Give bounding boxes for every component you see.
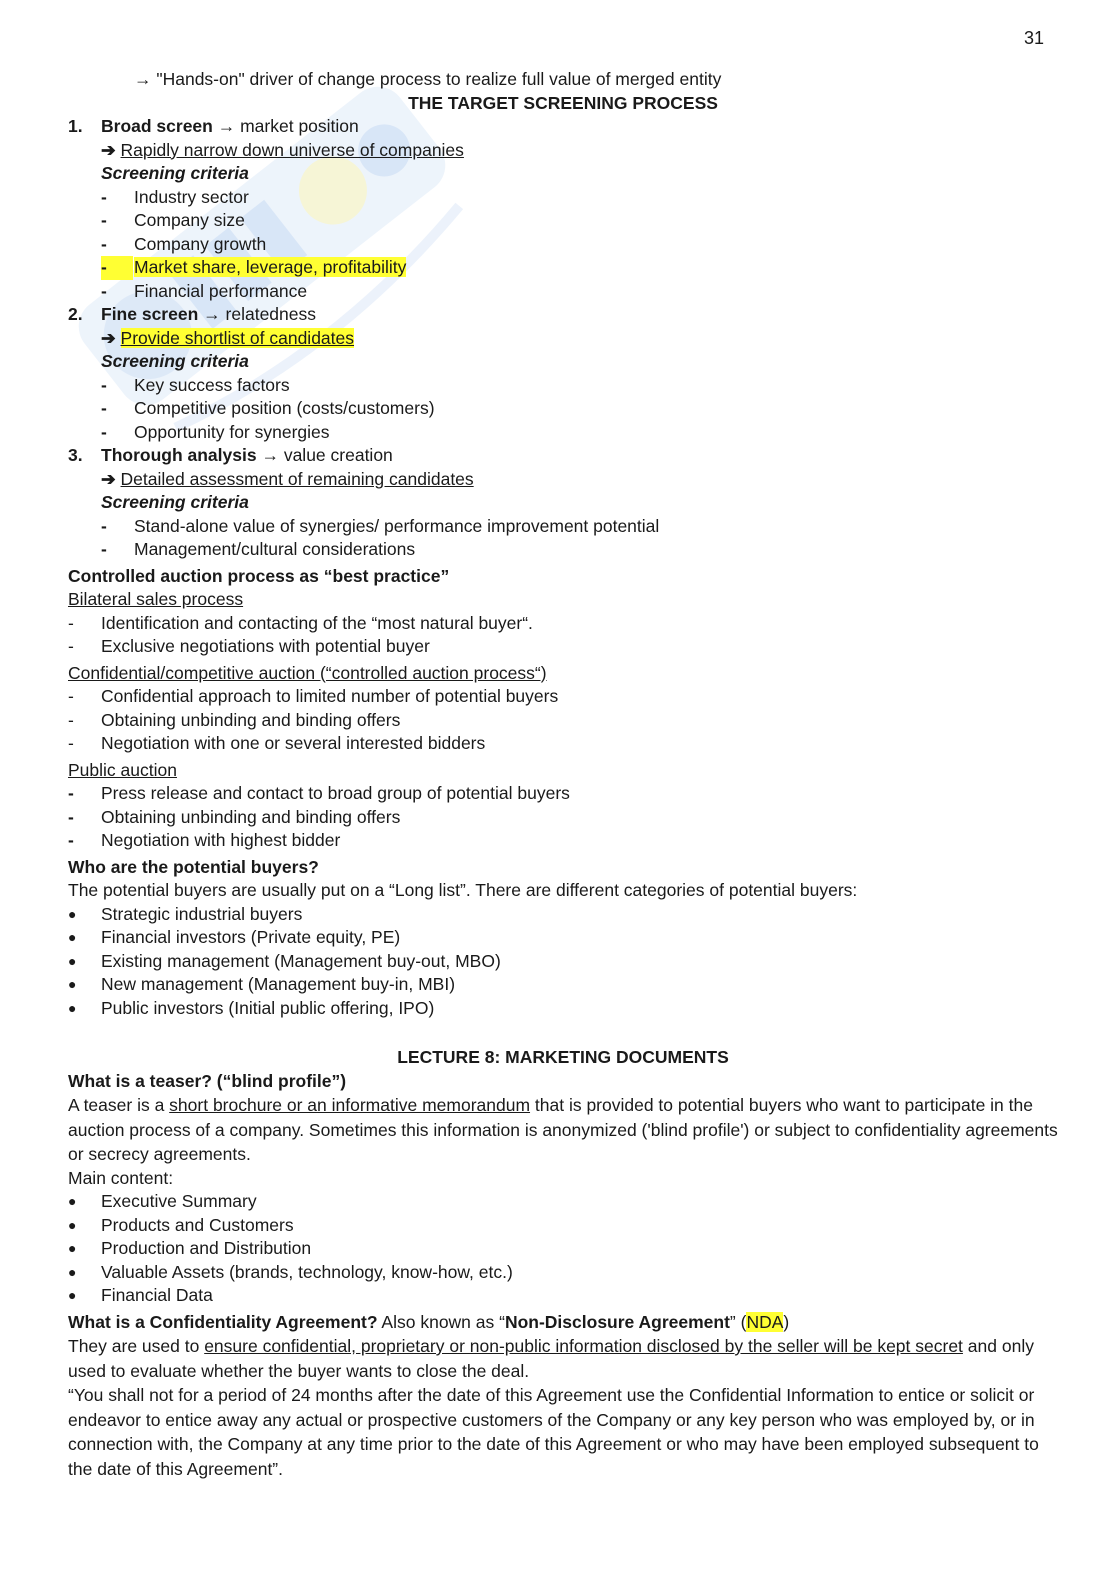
list-item: ● Financial investors (Private equity, PE) [68, 926, 1058, 950]
nda-heading: What is a Confidentiality Agreement? Also known as “Non-Disclosure Agreement” (NDA) [68, 1311, 790, 1332]
criteria-item: - Company size [101, 210, 245, 230]
criteria-item: - Key success factors [101, 374, 290, 395]
auction-group-title: Confidential/competitive auction (“controlled auction process“) [68, 662, 547, 683]
list-item: - Negotiation with highest bidder [68, 830, 341, 850]
auction-heading: Controlled auction process as “best practice” [68, 565, 450, 586]
list-item: - Negotiation with one or several interested bidders [68, 733, 486, 753]
main-content-label: Main content: [68, 1167, 174, 1188]
list-item: - Obtaining unbinding and binding offers [68, 709, 401, 730]
criteria-item: - Stand-alone value of synergies/ performance improvement potential [101, 515, 660, 536]
page-content [68, 68, 1058, 1481]
criteria-item: - Financial performance [101, 280, 308, 301]
criteria-item: - Opportunity for synergies [101, 421, 330, 442]
lecture-heading: LECTURE 8: MARKETING DOCUMENTS [397, 1047, 729, 1067]
criteria-item: - Company growth [101, 233, 267, 254]
step-3-criteria-label: Screening criteria [101, 492, 249, 512]
step-2: 2. Fine screen → relatedness [68, 304, 317, 324]
step-1: 1. Broad screen → market position [68, 116, 359, 136]
list-item: ● Public investors (Initial public offering, IPO) [68, 997, 1058, 1021]
arrow-bold-icon: ➔ [101, 468, 116, 489]
bullet-icon: ● [68, 976, 77, 992]
list-item: - Identification and contacting of the “most natural buyer“. [68, 612, 533, 633]
step-3: 3. Thorough analysis → value creation [68, 445, 393, 465]
list-item: ● Financial Data [68, 1284, 1058, 1308]
list-item: - Obtaining unbinding and binding offers [68, 806, 401, 827]
arrow-thin-icon: → [217, 116, 236, 136]
list-item: ● Strategic industrial buyers [68, 903, 1058, 927]
arrow-bold-icon: ➔ [101, 139, 116, 160]
step-1-criteria-label: Screening criteria [101, 163, 249, 183]
bullet-icon: ● [68, 1287, 77, 1303]
bullet-icon: ● [68, 1240, 77, 1256]
step-1-goal: ➔ Rapidly narrow down universe of companies [101, 139, 464, 160]
list-item: ● Production and Distribution [68, 1237, 1058, 1261]
bullet-icon: ● [68, 999, 77, 1016]
bullet-icon: ● [68, 929, 77, 945]
intro-line: → "Hands-on" driver of change process to realize full value of merged entity [134, 69, 722, 89]
auction-group-title: Bilateral sales process [68, 589, 244, 609]
arrow-thin-icon: → [261, 445, 279, 465]
criteria-item: - Competitive position (costs/customers) [101, 398, 435, 418]
criteria-item: - Industry sector [101, 186, 249, 207]
arrow-bold-icon: ➔ [101, 327, 116, 348]
bullet-icon: ● [68, 1193, 77, 1209]
criteria-item-highlighted: - Market share, leverage, profitability [68, 256, 1058, 280]
arrow-thin-icon: → [134, 69, 152, 89]
arrow-thin-icon: → [203, 304, 221, 324]
criteria-item: - Management/cultural considerations [101, 539, 416, 559]
list-item: ● New management (Management buy-in, MBI) [68, 973, 1058, 997]
list-item: ● Executive Summary [68, 1190, 1058, 1214]
bullet-icon: ● [68, 1216, 77, 1233]
buyers-heading: Who are the potential buyers? [68, 856, 319, 877]
nda-quote: “You shall not for a period of 24 months after the date of this Agreement use the Confidential Information to entice or solicit or endeavor to entice away any actual or prospective customers of the Company or any key person who was employed by, or in connection with, the Company at any time prior to the date of this Agreement or who may have been employed subsequent to the date of this Agreement”. [68, 1385, 1039, 1479]
list-item: - Press release and contact to broad group of potential buyers [68, 783, 570, 803]
list-item: - Exclusive negotiations with potential buyer [68, 636, 430, 656]
buyers-intro: The potential buyers are usually put on a “Long list”. There are different categories of potential buyers: [68, 880, 858, 900]
bullet-icon: ● [68, 952, 77, 969]
nda-paragraph: They are used to ensure confidential, proprietary or non-public information disclosed by the seller will be kept secret and only used to evaluate whether the buyer wants to close the deal. [68, 1336, 1034, 1381]
list-item: ● Existing management (Management buy-out, MBO) [68, 950, 1058, 974]
screening-heading: THE TARGET SCREENING PROCESS [408, 92, 718, 113]
step-2-goal: ➔ Provide shortlist of candidates [101, 327, 355, 348]
list-item: ● Products and Customers [68, 1214, 1058, 1238]
page-number: 31 [1023, 28, 1044, 48]
teaser-paragraph: A teaser is a short brochure or an informative memorandum that is provided to potential buyers who want to participate in the auction process of a company. Sometimes this information is anonymized ('blind profile') or subject to confidentiality agreements or secrecy agreements. [68, 1095, 1058, 1164]
step-2-criteria-label: Screening criteria [101, 351, 249, 371]
bullet-icon: ● [68, 1263, 77, 1280]
teaser-heading: What is a teaser? (“blind profile”) [68, 1070, 347, 1091]
list-item: ● Valuable Assets (brands, technology, know-how, etc.) [68, 1261, 1058, 1285]
bullet-icon: ● [68, 905, 77, 922]
step-3-goal: ➔ Detailed assessment of remaining candidates [101, 468, 474, 489]
list-item: - Confidential approach to limited number of potential buyers [68, 686, 559, 706]
auction-group-title: Public auction [68, 759, 177, 780]
